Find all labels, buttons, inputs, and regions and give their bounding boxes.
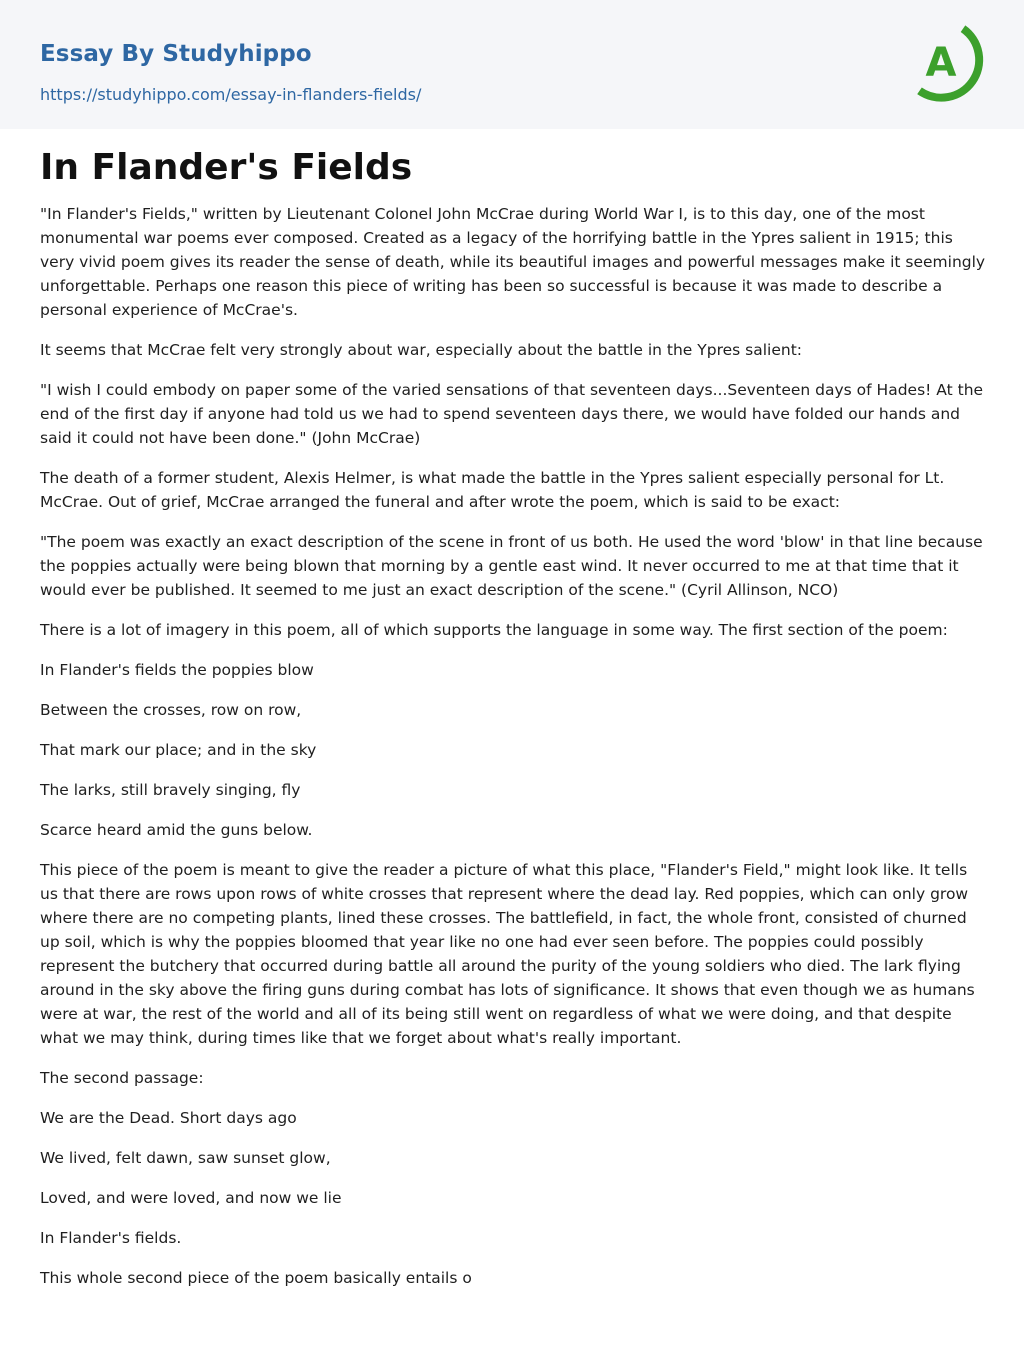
poem-line: Loved, and were loved, and now we lie [40, 1189, 342, 1207]
poem-line: In Flander's fields the poppies blow [40, 661, 314, 679]
paragraph: The death of a former student, Alexis Helmer, is what made the battle in the Ypres salient especially personal for Lt. McCrae. Out of grief, McCrae arranged the funeral and after wrote the poem, which is said to be exact: [40, 469, 945, 511]
poem-line: We lived, felt dawn, saw sunset glow, [40, 1149, 331, 1167]
source-url-link[interactable]: https://studyhippo.com/essay-in-flanders-fields/ [40, 85, 422, 104]
poem-line: Between the crosses, row on row, [40, 701, 302, 719]
essay-content [40, 140, 988, 1306]
studyhippo-logo-icon[interactable] [903, 18, 989, 104]
site-brand[interactable]: Essay By Studyhippo [40, 41, 312, 67]
essay-title: In Flander's Fields [40, 147, 413, 188]
logo-letter: A [925, 40, 957, 86]
paragraph: The second passage: [40, 1069, 204, 1087]
page-header [0, 0, 1024, 129]
paragraph: This piece of the poem is meant to give the reader a picture of what this place, "Flander's Field," might look like. It tells us that there are rows upon rows of white crosses that represent where the dead lay. Red poppies, which can only grow where there are no competing plants, lined these crosses. The battlefield, in fact, the whole front, consisted of churned up soil, which is why the poppies bloomed that year like no one had ever seen before. The poppies could possibly represent the butchery that occurred during battle all around the purity of the young soldiers who died. The lark flying around in the sky above the firing guns during combat has lots of significance. It shows that even though we as humans were at war, the rest of the world and all of its being still went on regardless of what we were doing, and that despite what we may think, during times like that we forget about what's really important. [40, 861, 975, 1047]
quote-paragraph: "The poem was exactly an exact description of the scene in front of us both. He used the word 'blow' in that line because the poppies actually were being blown that morning by a gentle east wind. It never occurred to me at that time that it would ever be published. It seemed to me just an exact description of the scene." (Cyril Allinson, NCO) [40, 533, 983, 599]
poem-line: We are the Dead. Short days ago [40, 1109, 297, 1127]
poem-line: That mark our place; and in the sky [40, 741, 317, 759]
paragraph: There is a lot of imagery in this poem, all of which supports the language in some way. The first section of the poem: [40, 621, 948, 639]
paragraph: "In Flander's Fields," written by Lieutenant Colonel John McCrae during World War I, is to this day, one of the most monumental war poems ever composed. Created as a legacy of the horrifying battle in the Ypres salient in 1915; this very vivid poem gives its reader the sense of death, while its beautiful images and powerful messages make it seemingly unforgettable. Perhaps one reason this piece of writing has been so successful is because it was made to describe a personal experience of McCrae's. [40, 205, 986, 319]
poem-line: Scarce heard amid the guns below. [40, 821, 313, 839]
poem-line: The larks, still bravely singing, fly [40, 781, 301, 799]
quote-paragraph: "I wish I could embody on paper some of the varied sensations of that seventeen days...Seventeen days of Hades! At the end of the first day if anyone had told us we had to spend seventeen days there, we would have folded our hands and said it could not have been done." (John McCrae) [40, 381, 984, 447]
paragraph: It seems that McCrae felt very strongly about war, especially about the battle in the Ypres salient: [40, 341, 802, 359]
poem-line: In Flander's fields. [40, 1229, 182, 1247]
paragraph-truncated: This whole second piece of the poem basically entails o [40, 1269, 472, 1287]
